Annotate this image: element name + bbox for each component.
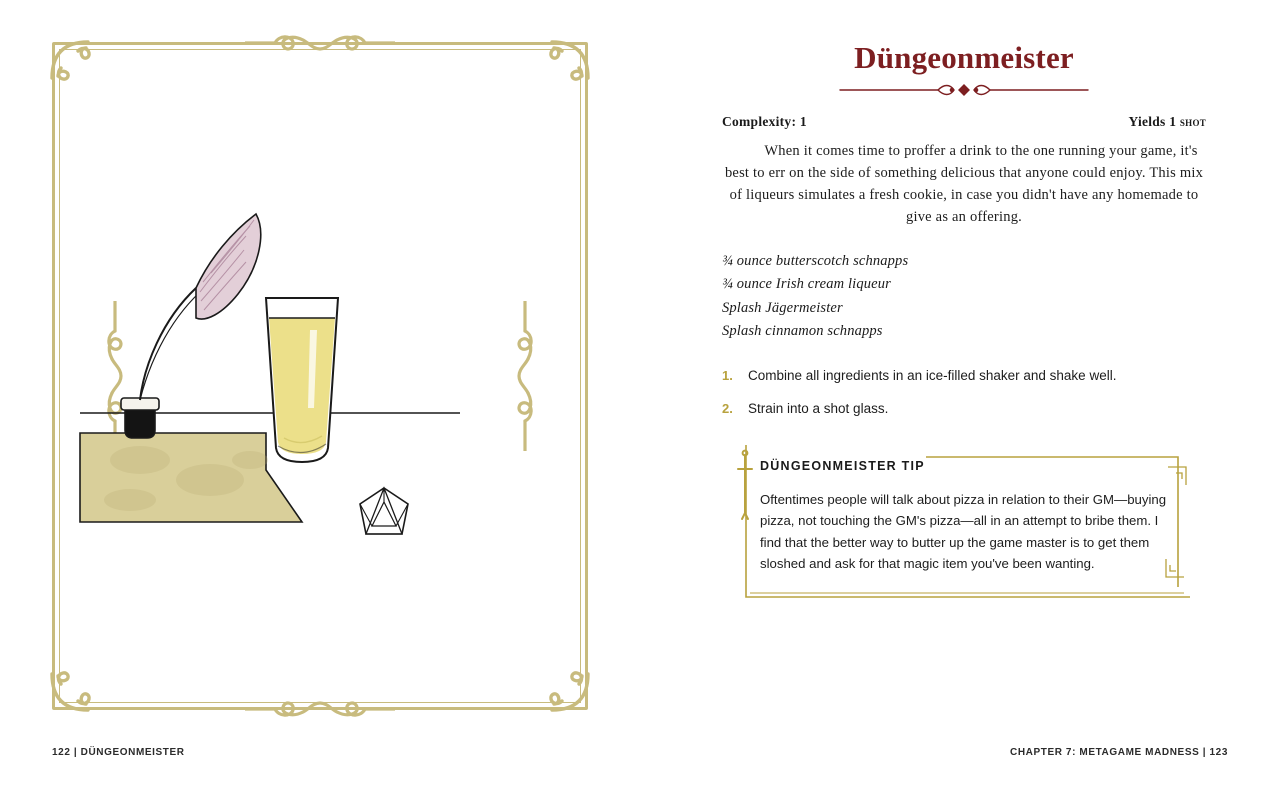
page-folio-right: CHAPTER 7: METAGAME MADNESS | 123 [1010, 747, 1228, 758]
instructions-list [722, 366, 1206, 419]
recipe-illustration [70, 170, 470, 570]
list-item [722, 399, 1206, 419]
corner-flourish-icon [42, 32, 94, 84]
list-item: Splash cinnamon schnapps [722, 323, 883, 340]
yields-value: 1 shot [1169, 113, 1206, 129]
edge-flourish-icon [512, 301, 538, 451]
step-text: Combine all ingredients in an ice-filled shaker and shake well. [748, 367, 1117, 383]
corner-flourish-icon [546, 668, 598, 720]
list-item [722, 366, 1206, 386]
corner-flourish-icon [42, 668, 94, 720]
recipe-content [722, 40, 1206, 593]
step-text: Strain into a shot glass. [748, 401, 889, 417]
step-number: 2. [722, 401, 733, 417]
right-page [640, 0, 1280, 800]
complexity-label: Complexity: [722, 113, 797, 129]
tip-body: Oftentimes people will talk about pizza in relation to their GM—buying pizza, not touching the GM's pizza—all in an attempt to bribe them. I find that the better way to butter up the game master is to get them sloshed and ask for that magic item you've been wanting. [760, 491, 1167, 571]
tip-title: DÜNGEONMEISTER TIP [760, 459, 931, 473]
inkwell-illustration [125, 408, 155, 438]
page-title: Düngeonmeister [854, 40, 1074, 75]
complexity-value: 1 [799, 113, 807, 129]
tip-callout [722, 443, 1206, 593]
corner-flourish-icon [546, 32, 598, 84]
yields-label: Yields [1128, 113, 1166, 129]
recipe-intro [722, 140, 1206, 228]
edge-flourish-icon [245, 30, 395, 56]
quill-feather-illustration [196, 214, 261, 319]
page-folio-left: 122 | DÜNGEONMEISTER [52, 747, 185, 758]
d20-die-illustration [360, 488, 408, 534]
step-number: 1. [722, 367, 733, 383]
title-divider-ornament-icon [834, 82, 1094, 98]
ingredients-list [722, 250, 1206, 344]
list-item: Splash Jägermeister [722, 299, 843, 316]
list-item: ¾ ounce Irish cream liqueur [722, 276, 891, 293]
list-item: ¾ ounce butterscotch schnapps [722, 252, 909, 269]
complexity [722, 114, 807, 130]
recipe-intro-text: When it comes time to proffer a drink to the one running your game, it's best to err on the side of something delicious that anyone could enjoy. This mix of liqueurs simulates a fresh cookie, in case you didn't have any homemade to give as an offering. [724, 142, 1204, 225]
edge-flourish-icon [245, 696, 395, 722]
sword-icon [736, 449, 754, 523]
yields [1128, 114, 1206, 130]
shot-glass-illustration [266, 298, 338, 462]
recipe-meta [722, 114, 1206, 130]
